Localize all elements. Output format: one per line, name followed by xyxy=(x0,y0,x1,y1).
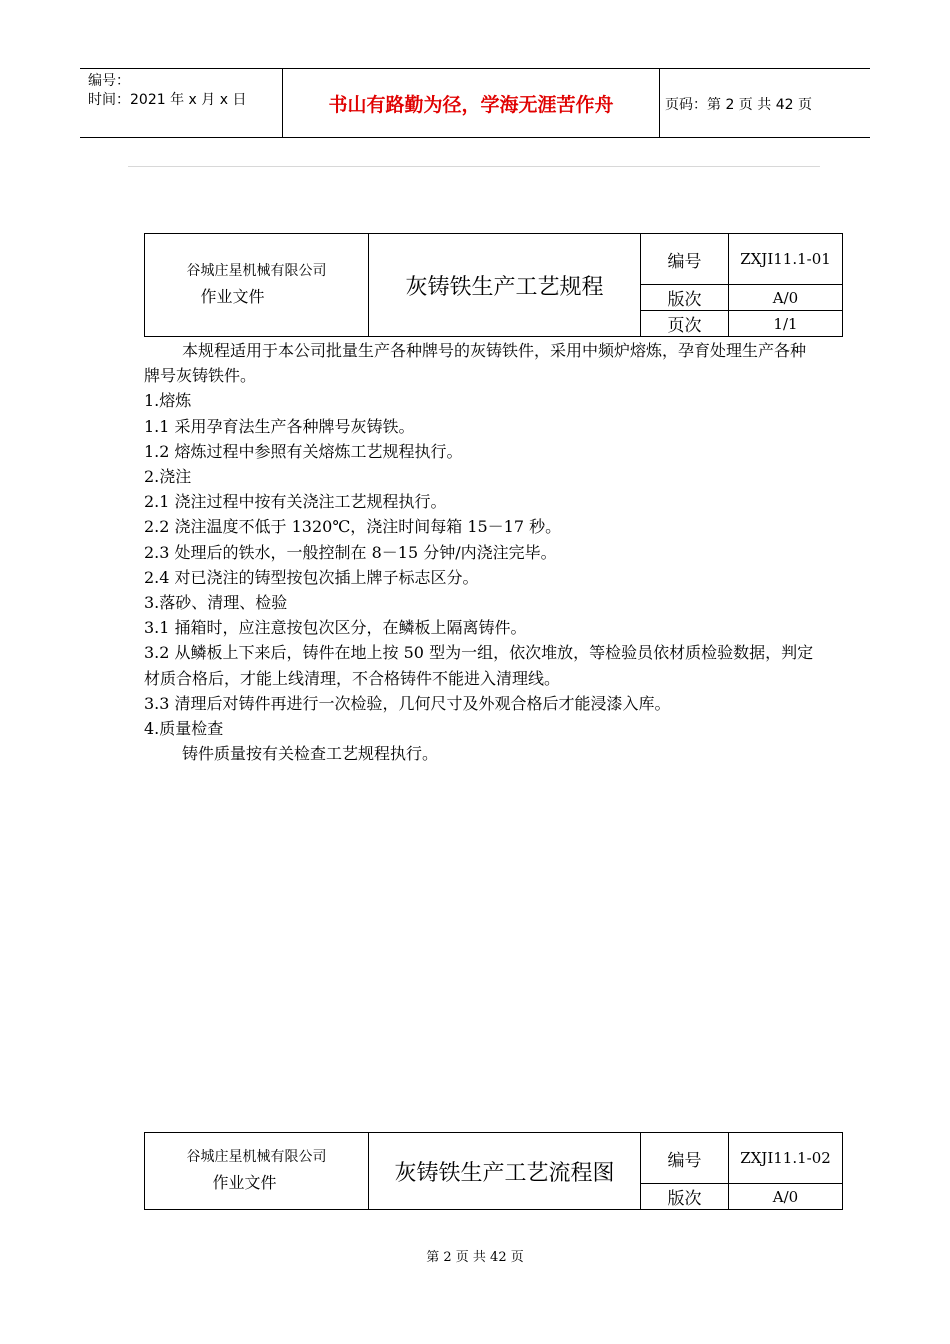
section-heading: 4.质量检查 xyxy=(144,719,224,739)
company-cell xyxy=(145,234,369,337)
document-date: 时间：2021 年 x 月 x 日 xyxy=(88,92,247,108)
header-meta xyxy=(88,72,246,110)
header-motto: 书山有路勤为径，学海无涯苦作舟 xyxy=(282,69,660,137)
clause: 2.2 浇注温度不低于 1320℃，浇注时间每箱 15－17 秒。 xyxy=(144,517,562,537)
doc-info-table-2 xyxy=(144,1132,843,1210)
page-value: 1/1 xyxy=(729,311,843,337)
clause: 2.4 对已浇注的铸型按包次插上牌子标志区分。 xyxy=(144,567,479,587)
number-label: 编号 xyxy=(641,1133,729,1184)
header-divider xyxy=(128,166,820,167)
number-label: 编号 xyxy=(641,234,729,285)
version-value: A/0 xyxy=(729,1184,843,1210)
document-title: 灰铸铁生产工艺规程 xyxy=(369,234,641,337)
document-number-label: 编号： xyxy=(88,73,130,89)
document-title: 灰铸铁生产工艺流程图 xyxy=(369,1133,641,1210)
clause: 2.1 浇注过程中按有关浇注工艺规程执行。 xyxy=(144,492,447,512)
number-value: ZXJI11.1-01 xyxy=(729,234,843,285)
clause: 铸件质量按有关检查工艺规程执行。 xyxy=(182,744,439,764)
page-footer: 第 2 页 共 42 页 xyxy=(426,1250,524,1265)
clause: 1.2 熔炼过程中参照有关熔炼工艺规程执行。 xyxy=(144,441,463,461)
work-file-label: 作业文件 xyxy=(212,1173,277,1192)
intro-paragraph: 本规程适用于本公司批量生产各种牌号的灰铸铁件，采用中频炉熔炼，孕育处理生产各种牌号灰铸铁件。 xyxy=(144,341,807,386)
page-label: 页次 xyxy=(641,311,729,337)
clause: 1.1 采用孕育法生产各种牌号灰铸铁。 xyxy=(144,416,415,436)
section-heading: 1.熔炼 xyxy=(144,391,192,411)
clause: 3.1 捅箱时，应注意按包次区分，在鳞板上隔离铸件。 xyxy=(144,618,527,638)
company-cell xyxy=(145,1133,369,1210)
company-name: 谷城庄星机械有限公司 xyxy=(186,263,327,279)
clause: 3.3 清理后对铸件再进行一次检验，几何尺寸及外观合格后才能浸漆入库。 xyxy=(144,693,671,713)
version-value: A/0 xyxy=(729,285,843,311)
number-value: ZXJI11.1-02 xyxy=(729,1133,843,1184)
section-heading: 2.浇注 xyxy=(144,467,192,487)
doc-info-table-1 xyxy=(144,233,843,337)
page-header xyxy=(80,68,870,138)
work-file-label: 作业文件 xyxy=(200,287,265,306)
header-page-info: 页码：第 2 页 共 42 页 xyxy=(665,97,812,113)
section-heading: 3.落砂、清理、检验 xyxy=(144,593,288,613)
version-label: 版次 xyxy=(641,285,729,311)
company-name: 谷城庄星机械有限公司 xyxy=(186,1149,327,1165)
version-label: 版次 xyxy=(641,1184,729,1210)
clause: 2.3 处理后的铁水，一般控制在 8－15 分钟/内浇注完毕。 xyxy=(144,542,557,562)
procedure-body xyxy=(144,338,816,766)
clause: 3.2 从鳞板上下来后，铸件在地上按 50 型为一组，依次堆放，等检验员依材质检验数据，判定材质合格后，才能上线清理，不合格铸件不能进入清理线。 xyxy=(144,643,814,688)
